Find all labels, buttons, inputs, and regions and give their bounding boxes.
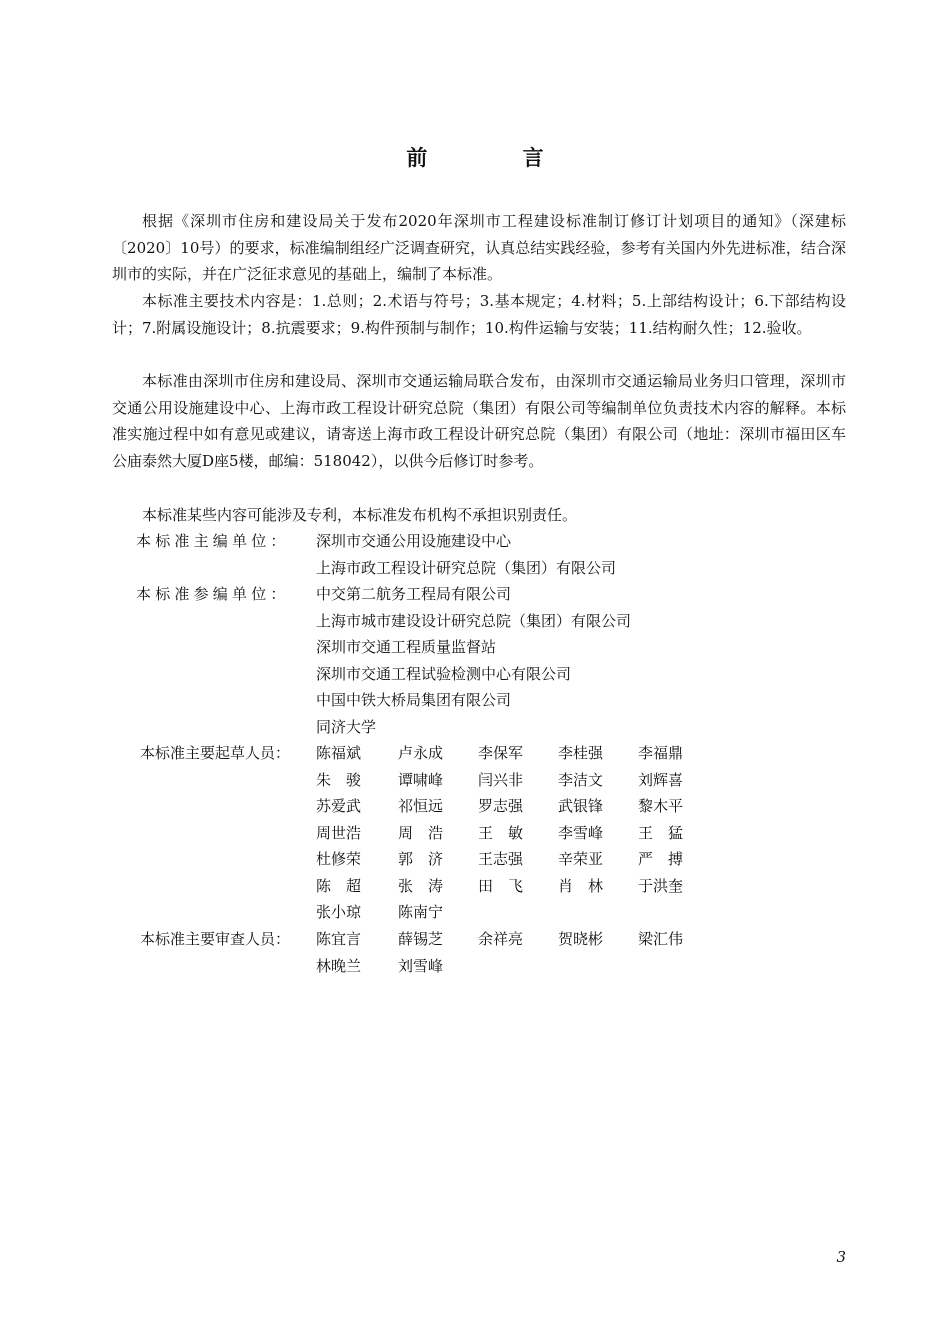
drafter-name: 李保军 xyxy=(478,744,524,762)
drafter-name: 李桂强 xyxy=(558,744,604,762)
reviewer-name: 林晚兰 xyxy=(316,956,362,975)
drafter-name: 郭 济 xyxy=(398,850,444,868)
drafter-name: 于洪奎 xyxy=(638,876,684,895)
drafter-name: 辛荣亚 xyxy=(558,850,604,868)
drafter-name: 陈 超 xyxy=(316,876,362,895)
drafter-name: 祁恒远 xyxy=(398,797,444,815)
reviewer-name: 余祥亮 xyxy=(478,930,524,948)
drafter-name: 李福鼎 xyxy=(638,744,684,762)
reviewer-name: 贺晓彬 xyxy=(558,930,604,948)
drafter-name: 杜修荣 xyxy=(316,850,362,868)
drafter-name: 陈福斌 xyxy=(316,744,362,762)
preface-paragraph-patent: 本标准某些内容可能涉及专利，本标准发布机构不承担识别责任。 xyxy=(142,506,578,524)
participating-editor-unit: 上海市城市建设设计研究总院（集团）有限公司 xyxy=(316,611,632,630)
drafter-name: 谭啸峰 xyxy=(398,770,444,789)
participating-editor-unit: 中交第二航务工程局有限公司 xyxy=(316,585,512,603)
participating-editor-unit: 深圳市交通工程试验检测中心有限公司 xyxy=(316,664,572,683)
reviewer-name: 梁汇伟 xyxy=(638,930,684,948)
participating-editor-unit: 深圳市交通工程质量监督站 xyxy=(316,638,497,656)
drafter-name: 罗志强 xyxy=(478,797,524,815)
reviewer-name: 薛锡芝 xyxy=(398,930,444,948)
participating-editor-list xyxy=(316,581,631,740)
drafter-name: 卢永成 xyxy=(398,744,444,762)
reviewer-name: 刘雪峰 xyxy=(398,956,444,975)
drafter-name: 李雪峰 xyxy=(558,823,604,842)
chief-editor-unit: 深圳市交通公用设施建设中心 xyxy=(316,532,512,550)
reviewers-label: 本标准主要审查人员： xyxy=(140,930,291,948)
drafter-name: 朱 骏 xyxy=(316,770,362,789)
drafter-name: 李洁文 xyxy=(558,770,604,789)
page-number: 3 xyxy=(836,1248,846,1266)
chief-editor-label: 本标准主编单位： xyxy=(136,532,290,550)
drafters-label: 本标准主要起草人员： xyxy=(140,744,291,762)
drafter-name: 王 猛 xyxy=(638,823,684,842)
participating-editor-unit: 同济大学 xyxy=(316,717,377,736)
participating-editor-label: 本标准参编单位： xyxy=(136,585,290,603)
drafter-name: 王志强 xyxy=(478,850,524,868)
drafter-name: 陈南宁 xyxy=(398,903,444,921)
drafter-name: 刘辉喜 xyxy=(638,770,684,789)
reviewer-name: 陈宜言 xyxy=(316,930,362,948)
drafter-name: 周世浩 xyxy=(316,823,362,842)
drafter-name: 闫兴非 xyxy=(478,770,524,789)
drafter-name: 田 飞 xyxy=(478,876,524,895)
drafter-name: 黎木平 xyxy=(638,797,684,815)
drafter-name: 王 敏 xyxy=(478,823,524,842)
drafter-name: 张小琼 xyxy=(316,903,362,921)
page-title: 前 言 xyxy=(406,146,588,170)
participating-editor-unit: 中国中铁大桥局集团有限公司 xyxy=(316,691,512,709)
preface-paragraph-basis: 根据《深圳市住房和建设局关于发布2020年深圳市工程建设标准制订修订计划项目的通知》（深建标〔2020〕10号）的要求，标准编制组经广泛调查研究，认真总结实践经验，参考有关国内外先进标准，结合深圳市的实际，并在广泛征求意见的基础上，编制了本标准。 xyxy=(112,212,846,283)
preface-paragraph-management: 本标准由深圳市住房和建设局、深圳市交通运输局联合发布，由深圳市交通运输局业务归口管理，深圳市交通公用设施建设中心、上海市政工程设计研究总院（集团）有限公司等编制单位负责技术内容的解释。本标准实施过程中如有意见或建议，请寄送上海市政工程设计研究总院（集团）有限公司（地址：深圳市福田区车公庙泰然大厦D座5楼，邮编：518042），以供今后修订时参考。 xyxy=(112,372,846,470)
preface-paragraph-contents: 本标准主要技术内容是：1.总则；2.术语与符号；3.基本规定；4.材料；5.上部结构设计；6.下部结构设计；7.附属设施设计；8.抗震要求；9.构件预制与制作；10.构件运输与安装；11.结构耐久性；12.验收。 xyxy=(112,292,846,337)
drafter-name: 严 搏 xyxy=(638,850,684,868)
drafter-name: 苏爱武 xyxy=(316,797,362,815)
chief-editor-unit: 上海市政工程设计研究总院（集团）有限公司 xyxy=(316,558,617,577)
drafter-name: 张 涛 xyxy=(398,876,444,895)
drafter-name: 肖 林 xyxy=(558,876,604,895)
drafter-name: 周 浩 xyxy=(398,823,444,842)
drafter-name: 武银锋 xyxy=(558,797,604,815)
chief-editor-list xyxy=(316,528,616,581)
